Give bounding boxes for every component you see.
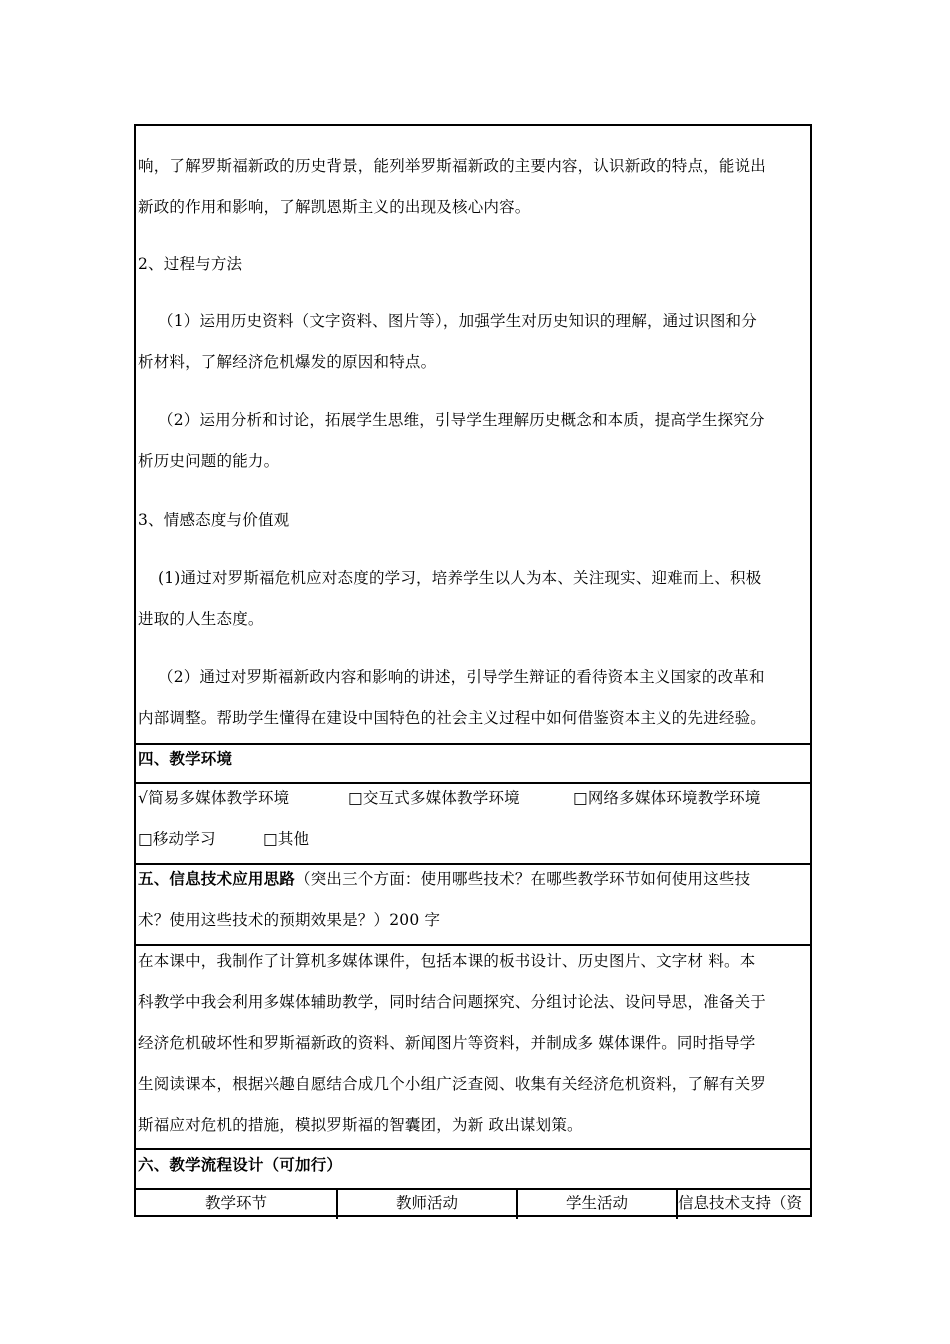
process-item-2: （2）运用分析和讨论，拓展学生思维，引导学生理解历史概念和本质，提高学生探究分 [158, 411, 765, 429]
environment-option-network-multimedia: □网络多媒体环境教学环境 [573, 789, 761, 807]
row-divider [136, 863, 810, 865]
environment-option-interactive-multimedia: □交互式多媒体教学环境 [348, 789, 520, 807]
it-thinking-body-line: 在本课中，我制作了计算机多媒体课件，包括本课的板书设计、历史图片、文字材 料。本 [138, 952, 756, 970]
it-thinking-body-line: 生阅读课本，根据兴趣自愿结合成几个小组广泛查阅、收集有关经济危机资料，了解有关罗 [138, 1075, 767, 1093]
emotion-values-heading: 3、情感态度与价值观 [138, 511, 290, 529]
process-item-1-cont: 析材料，了解经济危机爆发的原因和特点。 [138, 353, 437, 371]
objective-text-line: 新政的作用和影响，了解凯恩斯主义的出现及核心内容。 [138, 198, 531, 216]
row-divider [136, 1148, 810, 1150]
row-divider [136, 782, 810, 784]
it-thinking-title: 五、信息技术应用思路 [138, 869, 296, 888]
row-divider [136, 743, 810, 745]
objective-text-line: 响，了解罗斯福新政的历史背景，能列举罗斯福新政的主要内容，认识新政的特点，能说出 [138, 157, 767, 175]
emotion-item-1-cont: 进取的人生态度。 [138, 610, 264, 628]
process-item-1: （1）运用历史资料（文字资料、图片等），加强学生对历史知识的理解，通过识图和分 [158, 312, 757, 330]
it-thinking-body-line: 科教学中我会利用多媒体辅助教学，同时结合问题探究、分组讨论法、设问导思，准备关于 [138, 993, 767, 1011]
environment-heading: 四、教学环境 [138, 749, 233, 768]
column-header-student-activity: 学生活动 [565, 1194, 628, 1212]
column-header-teaching-stage: 教学环节 [204, 1194, 267, 1212]
row-divider [136, 1188, 810, 1190]
it-thinking-body-line: 经济危机破坏性和罗斯福新政的资料、新闻图片等资料，并制成多 媒体课件。同时指导学 [138, 1034, 756, 1052]
teaching-flow-heading: 六、教学流程设计（可加行） [138, 1155, 343, 1174]
it-thinking-instructions-cont: 术？使用这些技术的预期效果是？）200 字 [138, 911, 441, 929]
environment-option-simple-multimedia: √简易多媒体教学环境 [138, 789, 290, 807]
process-item-2-cont: 析历史问题的能力。 [138, 452, 280, 470]
environment-option-mobile-learning: □移动学习 [138, 830, 216, 848]
emotion-item-2-cont: 内部调整。帮助学生懂得在建设中国特色的社会主义过程中如何借鉴资本主义的先进经验。 [138, 709, 767, 727]
column-header-it-support: 信息技术支持（资 [678, 1194, 803, 1212]
it-thinking-heading [138, 869, 750, 889]
emotion-item-1: (1)通过对罗斯福危机应对态度的学习，培养学生以人为本、关注现实、迎难而上、积极 [158, 569, 762, 587]
emotion-item-2: （2）通过对罗斯福新政内容和影响的讲述，引导学生辩证的看待资本主义国家的改革和 [158, 668, 765, 686]
environment-option-other: □其他 [263, 830, 310, 848]
lesson-plan-table [134, 124, 812, 1217]
column-header-teacher-activity: 教师活动 [395, 1194, 458, 1212]
process-method-heading: 2、过程与方法 [138, 255, 243, 273]
row-divider [136, 944, 810, 946]
it-thinking-body-line: 斯福应对危机的措施，模拟罗斯福的智囊团，为新 政出谋划策。 [138, 1116, 583, 1134]
it-thinking-instructions: （突出三个方面：使用哪些技术？在哪些教学环节如何使用这些技 [295, 870, 751, 888]
